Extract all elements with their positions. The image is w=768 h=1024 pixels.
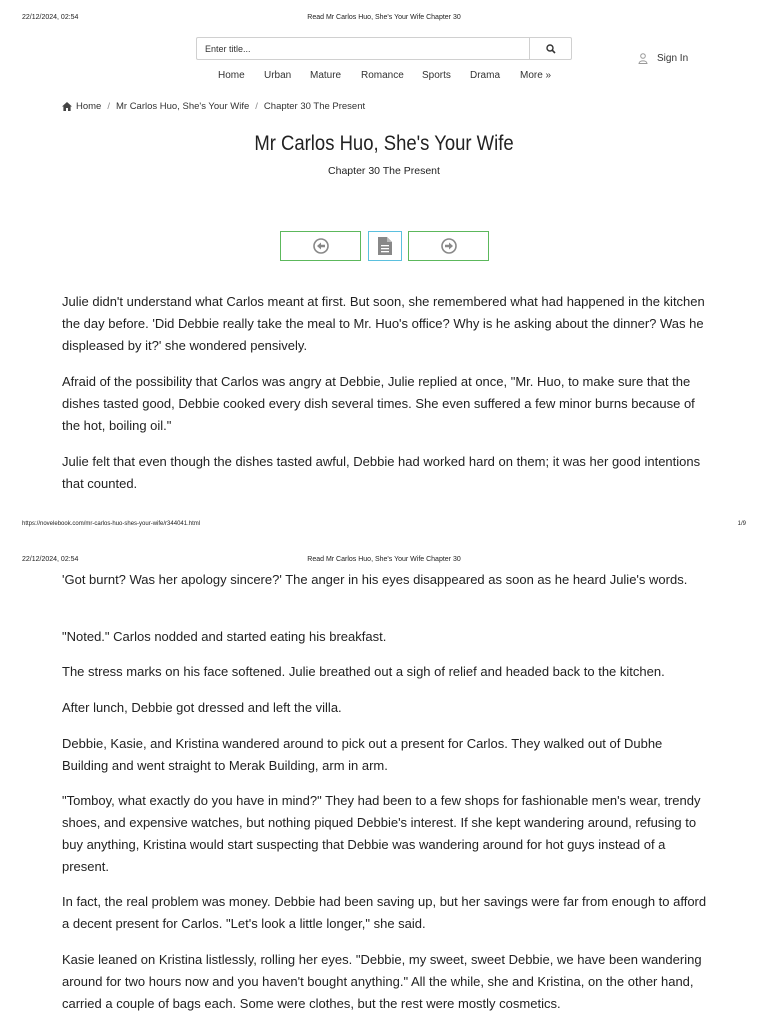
home-icon [62, 102, 72, 111]
story-paragraph: Julie felt that even though the dishes tasted awful, Debbie had worked hard on them; it was her good intentions that counted. [62, 454, 701, 491]
story-paragraph: Kasie leaned on Kristina listlessly, rolling her eyes. "Debbie, my sweet, sweet Debbie, we have been wandering around for two hours now and you haven't bought anything." All the while, she and Kristina, on the other hand, carried a couple of bags each. Some were clothes, but the rest were mostly cosmetics. [62, 952, 702, 1011]
nav-item-drama[interactable]: Drama [470, 70, 501, 81]
nav-item-mature[interactable]: Mature [310, 70, 342, 81]
print-date: 22/12/2024, 02:54 [22, 14, 79, 21]
sign-in-link[interactable] [638, 53, 688, 64]
breadcrumb-chapter: Chapter 30 The Present [263, 101, 366, 112]
nav-item-sports[interactable]: Sports [422, 70, 451, 81]
breadcrumb-separator: / [255, 101, 258, 112]
breadcrumb-book[interactable]: Mr Carlos Huo, She's Your Wife [115, 101, 250, 112]
print-header [0, 556, 768, 568]
arrow-left-circle-icon [313, 238, 329, 254]
chapter-title: Chapter 30 The Present [328, 165, 440, 177]
table-of-contents-button[interactable] [368, 231, 402, 261]
print-page-number: 1/9 [737, 521, 746, 527]
sign-in-label: Sign In [657, 53, 689, 64]
breadcrumb-separator: / [107, 101, 110, 112]
breadcrumb [62, 101, 365, 112]
main-nav [0, 70, 768, 84]
story-paragraph: 'Got burnt? Was her apology sincere?' The anger in his eyes disappeared as soon as he heard Julie's words. [62, 572, 688, 587]
story-paragraph: "Tomboy, what exactly do you have in mind?" They had been to a few shops for fashionable men's wear, trendy shoes, and expensive watches, but nothing piqued Debbie's interest. If she kept wandering around, refusing to buy anything, Kristina would start suspecting that Debbie was wandering around for hot guys instead of a present. [62, 793, 701, 874]
nav-item-home[interactable]: Home [218, 70, 245, 81]
document-icon [378, 237, 392, 255]
breadcrumb-home[interactable]: Home [76, 101, 102, 112]
search-icon [546, 44, 556, 54]
book-title: Mr Carlos Huo, She's Your Wife [254, 132, 514, 155]
search-bar [196, 37, 572, 60]
story-paragraph: The stress marks on his face softened. Julie breathed out a sigh of relief and headed back to the kitchen. [62, 664, 665, 679]
story-paragraph: "Noted." Carlos nodded and started eating his breakfast. [62, 629, 387, 644]
arrow-right-circle-icon [441, 238, 457, 254]
nav-item-urban[interactable]: Urban [264, 70, 292, 81]
story-paragraph: Afraid of the possibility that Carlos was angry at Debbie, Julie replied at once, "Mr. Huo, to make sure that the dishes tasted good, Debbie cooked every dish several times. She even suffered a few minor burns because of the hot, boiling oil." [62, 374, 695, 433]
story-paragraph: Julie didn't understand what Carlos meant at first. But soon, she remembered what had happened in the kitchen the day before. 'Did Debbie really take the meal to Mr. Huo's office? Why is he asking about the dinner? Was he displeased by it?' she wondered pensively. [62, 294, 705, 353]
search-button[interactable] [529, 38, 571, 59]
nav-item-romance[interactable]: Romance [361, 70, 404, 81]
search-input[interactable]: Enter title... [205, 44, 251, 54]
print-title: Read Mr Carlos Huo, She's Your Wife Chapter 30 [307, 556, 461, 563]
print-date: 22/12/2024, 02:54 [22, 556, 79, 563]
story-paragraph: After lunch, Debbie got dressed and left the villa. [62, 700, 342, 715]
story-paragraph: Debbie, Kasie, and Kristina wandered around to pick out a present for Carlos. They walked out of Dubhe Building and went straight to Merak Building, arm in arm. [62, 736, 663, 773]
nav-item-more[interactable]: More » [520, 70, 552, 81]
story-paragraph: In fact, the real problem was money. Debbie had been saving up, but her savings were far from enough to afford a decent present for Carlos. "Let's look a little longer," she said. [62, 894, 707, 931]
user-icon [638, 53, 648, 64]
print-url: https://novelebook.com/mr-carlos-huo-shes-your-wife/r344041.html [22, 521, 201, 527]
next-chapter-button[interactable] [408, 231, 489, 261]
print-title: Read Mr Carlos Huo, She's Your Wife Chapter 30 [307, 14, 461, 21]
print-header [0, 14, 768, 26]
prev-chapter-button[interactable] [280, 231, 361, 261]
